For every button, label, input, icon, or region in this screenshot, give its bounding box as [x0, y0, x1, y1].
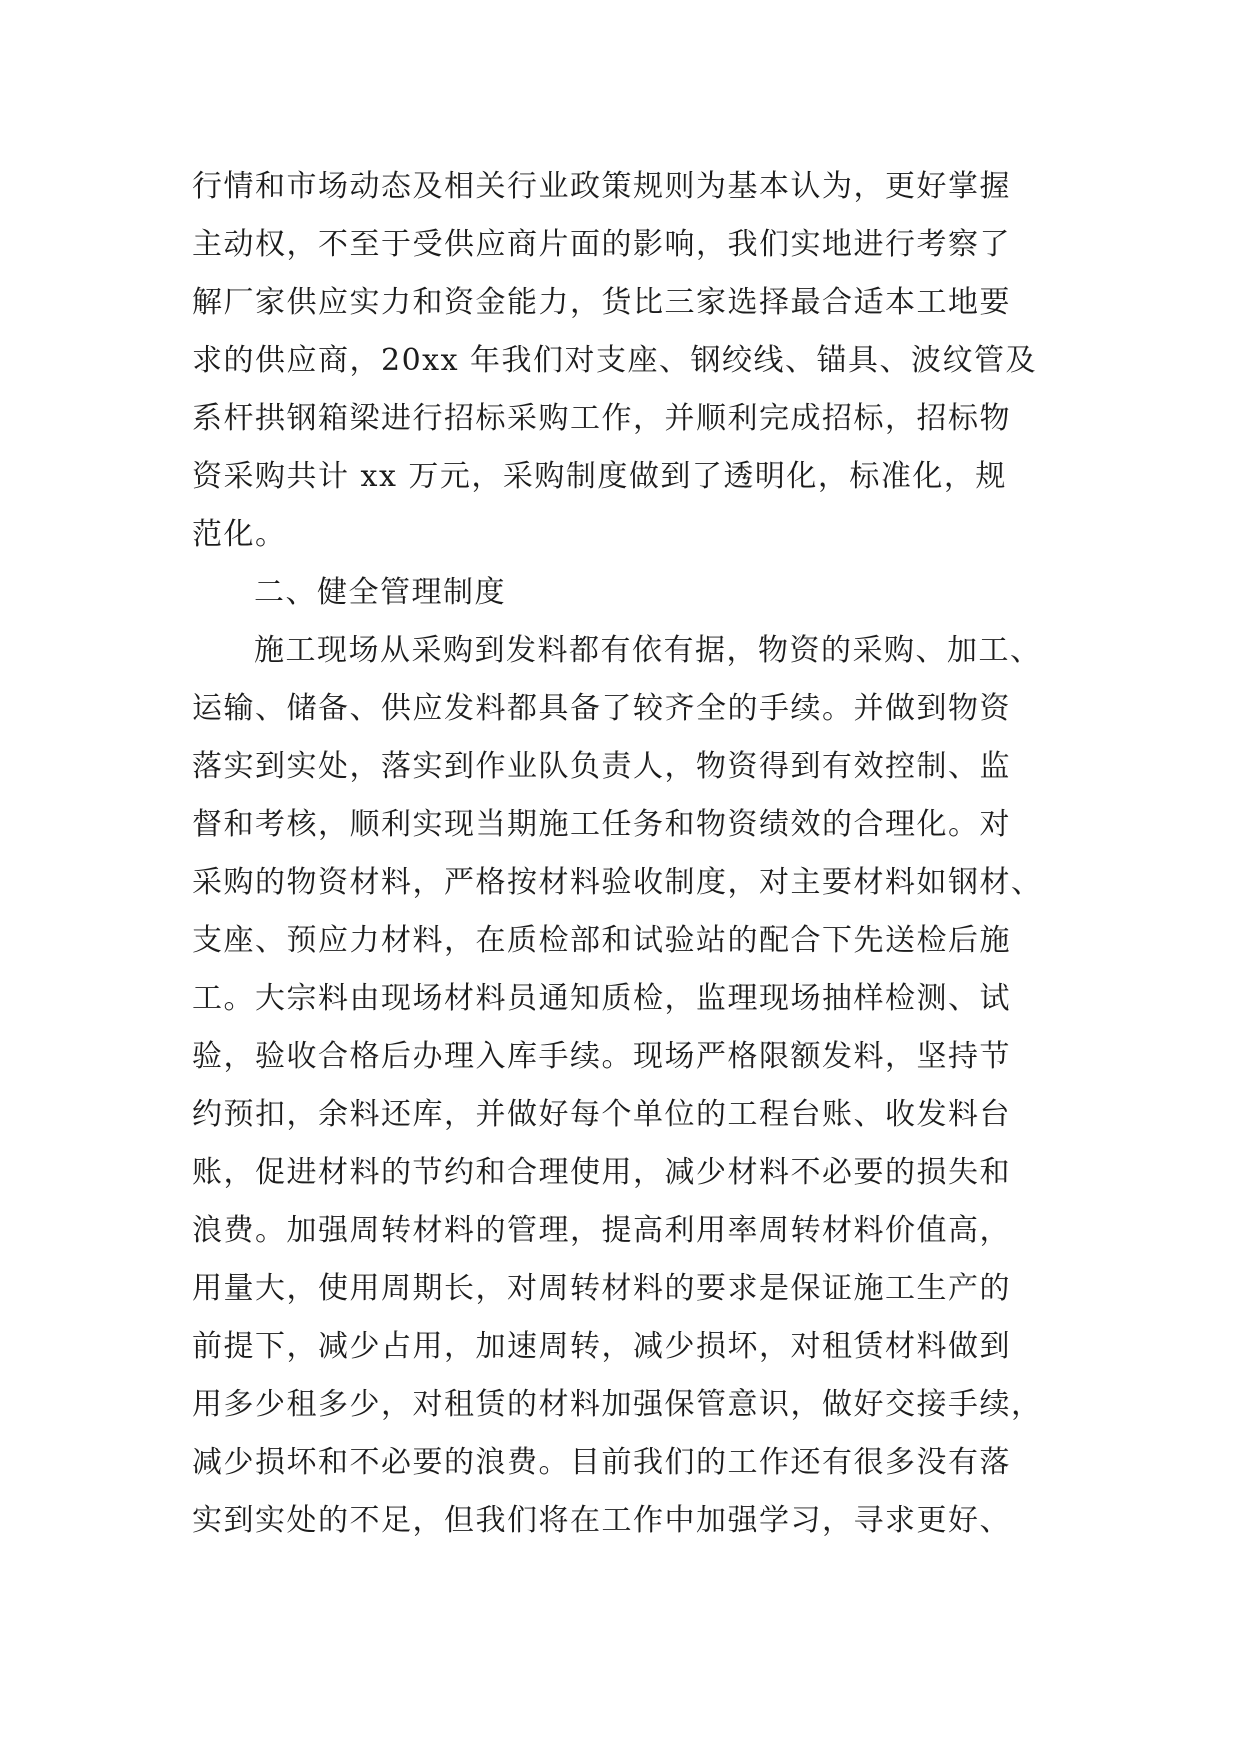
body-line-4: 求的供应商，20xx 年我们对支座、钢绞线、锚具、波纹管及: [192, 343, 1038, 378]
body-line-23: 减少损坏和不必要的浪费。目前我们的工作还有很多没有落: [192, 1445, 1011, 1480]
body-line-21: 前提下，减少占用，加速周转，减少损坏，对租赁材料做到: [192, 1329, 1011, 1364]
body-line-12: 督和考核，顺利实现当期施工任务和物资绩效的合理化。对: [192, 807, 1011, 842]
body-line-15: 工。大宗料由现场材料员通知质检，监理现场抽样检测、试: [192, 981, 1011, 1016]
body-line-24: 实到实处的不足，但我们将在工作中加强学习，寻求更好、: [192, 1503, 1011, 1538]
document-body: [192, 158, 1072, 1550]
body-line-19: 浪费。加强周转材料的管理，提高利用率周转材料价值高，: [192, 1213, 1011, 1248]
paragraph-first-line: 施工现场从采购到发料都有依有据，物资的采购、加工、: [254, 633, 1042, 668]
body-line-2: 主动权，不至于受供应商片面的影响，我们实地进行考察了: [192, 227, 1011, 262]
body-line-1: 行情和市场动态及相关行业政策规则为基本认为，更好掌握: [192, 169, 1011, 204]
body-line-11: 落实到实处，落实到作业队负责人，物资得到有效控制、监: [192, 749, 1011, 784]
body-line-18: 账，促进材料的节约和合理使用，减少材料不必要的损失和: [192, 1155, 1011, 1190]
body-line-10: 运输、储备、供应发料都具备了较齐全的手续。并做到物资: [192, 691, 1011, 726]
body-line-6: 资采购共计 xx 万元，采购制度做到了透明化，标准化，规: [192, 459, 1007, 494]
body-line-16: 验，验收合格后办理入库手续。现场严格限额发料，坚持节: [192, 1039, 1011, 1074]
body-line-17: 约预扣，余料还库，并做好每个单位的工程台账、收发料台: [192, 1097, 1011, 1132]
section-heading: 二、健全管理制度: [254, 575, 506, 610]
body-line-5: 系杆拱钢箱梁进行招标采购工作，并顺利完成招标，招标物: [192, 401, 1011, 436]
body-line-20: 用量大，使用周期长，对周转材料的要求是保证施工生产的: [192, 1271, 1011, 1306]
body-line-14: 支座、预应力材料，在质检部和试验站的配合下先送检后施: [192, 923, 1011, 958]
body-line-22: 用多少租多少，对租赁的材料加强保管意识，做好交接手续，: [192, 1387, 1043, 1422]
body-line-7: 范化。: [192, 517, 287, 552]
body-line-13: 采购的物资材料，严格按材料验收制度，对主要材料如钢材、: [192, 865, 1043, 900]
body-line-3: 解厂家供应实力和资金能力，货比三家选择最合适本工地要: [192, 285, 1011, 320]
